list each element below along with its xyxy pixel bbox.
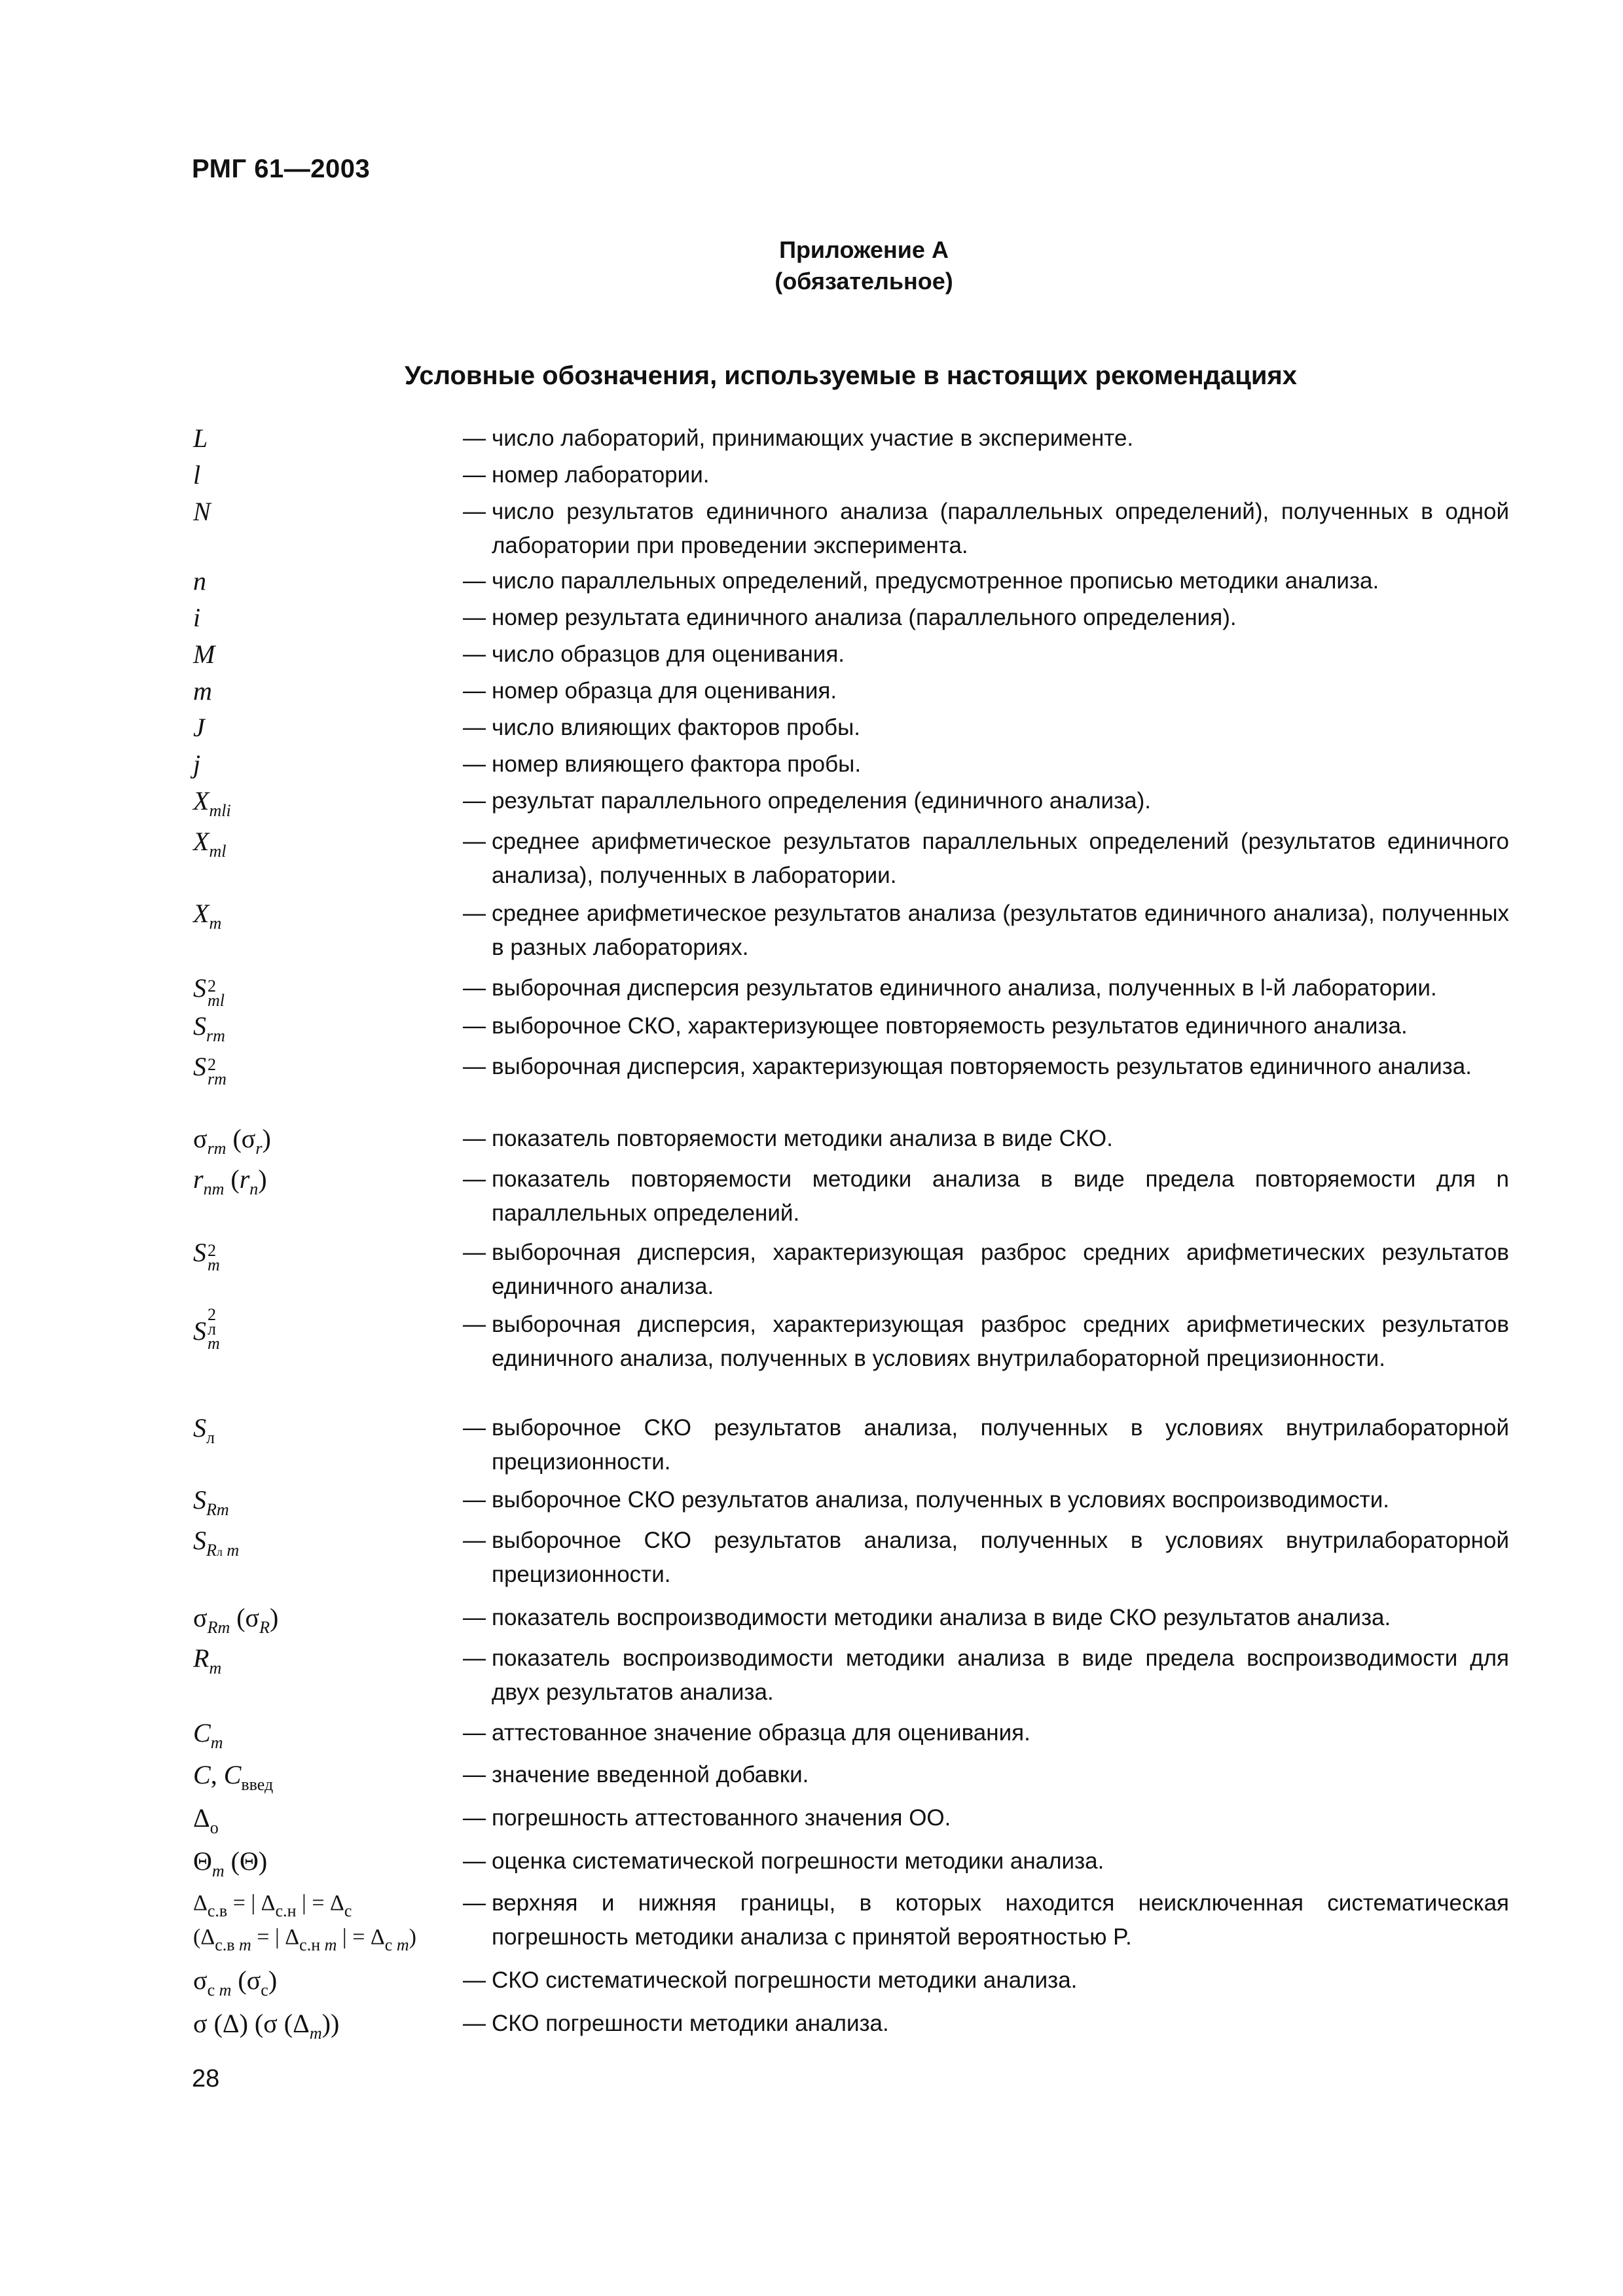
notation-entry [193, 1162, 1509, 1230]
dash: — [463, 975, 486, 1001]
dash: — [463, 1720, 486, 1746]
notation-symbol: σ (Δ) (σ $(\Delta_m)$) [193, 2009, 340, 2043]
notation-entry [193, 601, 1509, 635]
dash: — [463, 1605, 486, 1630]
notation-definition: выборочная дисперсия результатов единичного анализа, полученных в l-й лаборатории. [492, 975, 1437, 1001]
page-number: 28 [192, 2065, 220, 2092]
notation-symbol: $X_m$ [193, 899, 222, 933]
notation-symbol: $\sigma_{rm}$ $(\sigma_r)$ [193, 1124, 271, 1158]
notation-symbol: i [193, 603, 201, 632]
notation-symbol: $R_m$ [193, 1643, 222, 1677]
notation-definition: аттестованное значение образца для оценивания. [492, 1720, 1030, 1746]
notation-definition: значение введенной добавки. [492, 1762, 809, 1787]
notation-definition: показатель повторяемости методики анализа в виде предела повторяемости для n параллельных определений. [492, 1166, 1509, 1226]
notation-definition: число образцов для оценивания. [492, 641, 845, 667]
notation-symbol: J [193, 713, 205, 742]
dash: — [463, 1805, 486, 1831]
notation-symbol: n [193, 566, 206, 596]
notation-entry [193, 1411, 1509, 1479]
notation-definition: среднее арифметическое результатов анализа (результатов единичного анализа), полученных в разных лабораториях. [492, 901, 1509, 960]
notation-definition: показатель воспроизводимости методики анализа в виде предела воспроизводимости для двух результатов анализа. [492, 1645, 1509, 1705]
notation-entry [193, 2007, 1509, 2041]
notation-entry [193, 674, 1509, 708]
notation-entry [193, 1122, 1509, 1156]
notation-definition: номер образца для оценивания. [492, 678, 837, 704]
dash: — [463, 901, 486, 926]
notation-entry [193, 1801, 1509, 1835]
notation-definition: погрешность аттестованного значения ОО. [492, 1805, 951, 1831]
dash: — [463, 678, 486, 704]
notation-definition: верхняя и нижняя границы, в которых находится неисключенная систематическая погрешность методики анализа с принятой вероятностью P. [492, 1890, 1509, 1950]
notation-entry [193, 1964, 1509, 1998]
notation-symbol: N [193, 497, 211, 526]
notation-symbol: $S_{Rm}$ [193, 1485, 229, 1519]
notation-entry [193, 825, 1509, 893]
document-code: РМГ 61—2003 [192, 154, 371, 183]
notation-symbol: $S_л$ [193, 1413, 215, 1447]
notation-entry [193, 1524, 1509, 1592]
notation-symbol: $\Delta_{с.в}$ = | $\Delta_{с.н}$ | = $\Delta_с$ ($\Delta_{с.в m}$ = | $\Delta_{с.н m}$ | = $\Delta_{с m}$) [193, 1891, 416, 1954]
notation-definition: показатель воспроизводимости методики анализа в виде СКО результатов анализа. [492, 1605, 1391, 1630]
notation-entry [193, 1886, 1509, 1954]
notation-entry [193, 1483, 1509, 1517]
notation-symbol: S 2 m [193, 1238, 220, 1274]
notation-definition: число влияющих факторов пробы. [492, 715, 860, 740]
notation-definition: показатель повторяемости методики анализа в виде СКО. [492, 1126, 1113, 1151]
notation-symbol: C, $C_{введ}$ [193, 1760, 274, 1794]
dash: — [463, 1126, 486, 1151]
notation-entry [193, 747, 1509, 781]
dash: — [463, 2011, 486, 2036]
notation-symbol: $S_{rm}$ [193, 1011, 225, 1045]
dash: — [463, 1487, 486, 1513]
notation-entry [193, 784, 1509, 818]
notation-definition: число лабораторий, принимающих участие в эксперименте. [492, 425, 1134, 451]
notation-definition: номер влияющего фактора пробы. [492, 751, 862, 777]
notation-definition: номер результата единичного анализа (параллельного определения). [492, 605, 1237, 630]
notation-definition: выборочное СКО, характеризующее повторяемость результатов единичного анализа. [492, 1013, 1408, 1039]
notation-definition: выборочная дисперсия, характеризующая разброс средних арифметических результатов единичного анализа, полученных в условиях внутрилабораторной прецизионности. [492, 1312, 1509, 1371]
dash: — [463, 462, 486, 488]
dash: — [463, 1240, 486, 1265]
dash: — [463, 751, 486, 777]
dash: — [463, 1645, 486, 1671]
dash: — [463, 1415, 486, 1441]
notation-symbol: $\Delta_о$ [193, 1803, 219, 1837]
notation-symbol: $r_{nm}$ $(r_n)$ [193, 1164, 267, 1198]
notation-definition: число результатов единичного анализа (параллельных определений), полученных в одной лаборатории при проведении эксперимента. [492, 499, 1509, 558]
notation-symbol: S 2 rm [193, 1052, 227, 1088]
notation-symbol: l [193, 460, 201, 490]
dash: — [463, 568, 486, 594]
notation-definition: среднее арифметическое результатов параллельных определений (результатов единичного анализа), полученных в лаборатории. [492, 829, 1509, 888]
dash: — [463, 1762, 486, 1787]
notation-symbol: $X_{ml}$ [193, 827, 227, 861]
dash: — [463, 499, 486, 524]
notation-symbol: $\sigma_{с m}$ $(\sigma_с)$ [193, 1965, 278, 2000]
notation-entry [193, 637, 1509, 672]
notation-entry [193, 1009, 1509, 1043]
notation-symbol: m [193, 676, 212, 706]
dash: — [463, 641, 486, 667]
notation-entry [193, 1305, 1509, 1376]
notation-definition: выборочное СКО результатов анализа, полученных в условиях воспроизводимости. [492, 1487, 1389, 1513]
notation-entry [193, 1844, 1509, 1878]
notation-entry [193, 422, 1509, 456]
dash: — [463, 1890, 486, 1916]
notation-entry [193, 1236, 1509, 1304]
dash: — [463, 425, 486, 451]
notation-symbol: $C_m$ [193, 1718, 223, 1752]
notation-entry [193, 495, 1509, 563]
notation-entry [193, 1050, 1509, 1086]
notation-entry [193, 971, 1509, 1008]
notation-entry [193, 564, 1509, 598]
notation-entry [193, 1716, 1509, 1750]
dash: — [463, 829, 486, 854]
notation-symbol: L [193, 423, 208, 453]
notation-definition: выборочная дисперсия, характеризующая повторяемость результатов единичного анализа. [492, 1054, 1472, 1079]
notation-definition: оценка систематической погрешности методики анализа. [492, 1848, 1104, 1874]
dash: — [463, 605, 486, 630]
dash: — [463, 1528, 486, 1553]
notation-entry [193, 1601, 1509, 1635]
notation-symbol: S 2 л m [193, 1305, 220, 1353]
notation-definition: номер лаборатории. [492, 462, 710, 488]
notation-symbol: j [193, 749, 201, 779]
notation-entry [193, 458, 1509, 492]
notation-symbol: $S_{Rл m}$ [193, 1526, 240, 1560]
dash: — [463, 788, 486, 814]
notation-symbol: $\sigma_{Rm}$ $(\sigma_R)$ [193, 1603, 279, 1637]
notation-symbol: S 2 ml [193, 973, 225, 1010]
notation-symbol: M [193, 639, 215, 669]
dash: — [463, 1848, 486, 1874]
notation-entry [193, 897, 1509, 965]
notation-definition: выборочное СКО результатов анализа, полученных в условиях внутрилабораторной прецизионности. [492, 1528, 1509, 1587]
section-title: Условные обозначения, используемые в настоящих рекомендациях [404, 361, 1298, 390]
notation-definition: выборочное СКО результатов анализа, полученных в условиях внутрилабораторной прецизионности. [492, 1415, 1509, 1475]
notation-definition: СКО систематической погрешности методики анализа. [492, 1967, 1078, 1993]
dash: — [463, 1054, 486, 1079]
notation-definition: СКО погрешности методики анализа. [492, 2011, 889, 2036]
notation-definition: выборочная дисперсия, характеризующая разброс средних арифметических результатов единичного анализа. [492, 1240, 1509, 1299]
dash: — [463, 715, 486, 740]
notation-entry [193, 1758, 1509, 1792]
appendix-status: (обязательное) [775, 268, 953, 295]
dash: — [463, 1166, 486, 1192]
notation-definition: результат параллельного определения (единичного анализа). [492, 788, 1151, 814]
appendix-title: Приложение А [779, 236, 949, 263]
notation-entry [193, 1641, 1509, 1710]
dash: — [463, 1013, 486, 1039]
notation-symbol: $\Theta_m$ (Θ) [193, 1846, 268, 1880]
notation-definition: число параллельных определений, предусмотренное прописью методики анализа. [492, 568, 1379, 594]
dash: — [463, 1312, 486, 1337]
notation-entry [193, 711, 1509, 745]
notation-symbol: $X_{mli}$ [193, 786, 231, 820]
dash: — [463, 1967, 486, 1993]
